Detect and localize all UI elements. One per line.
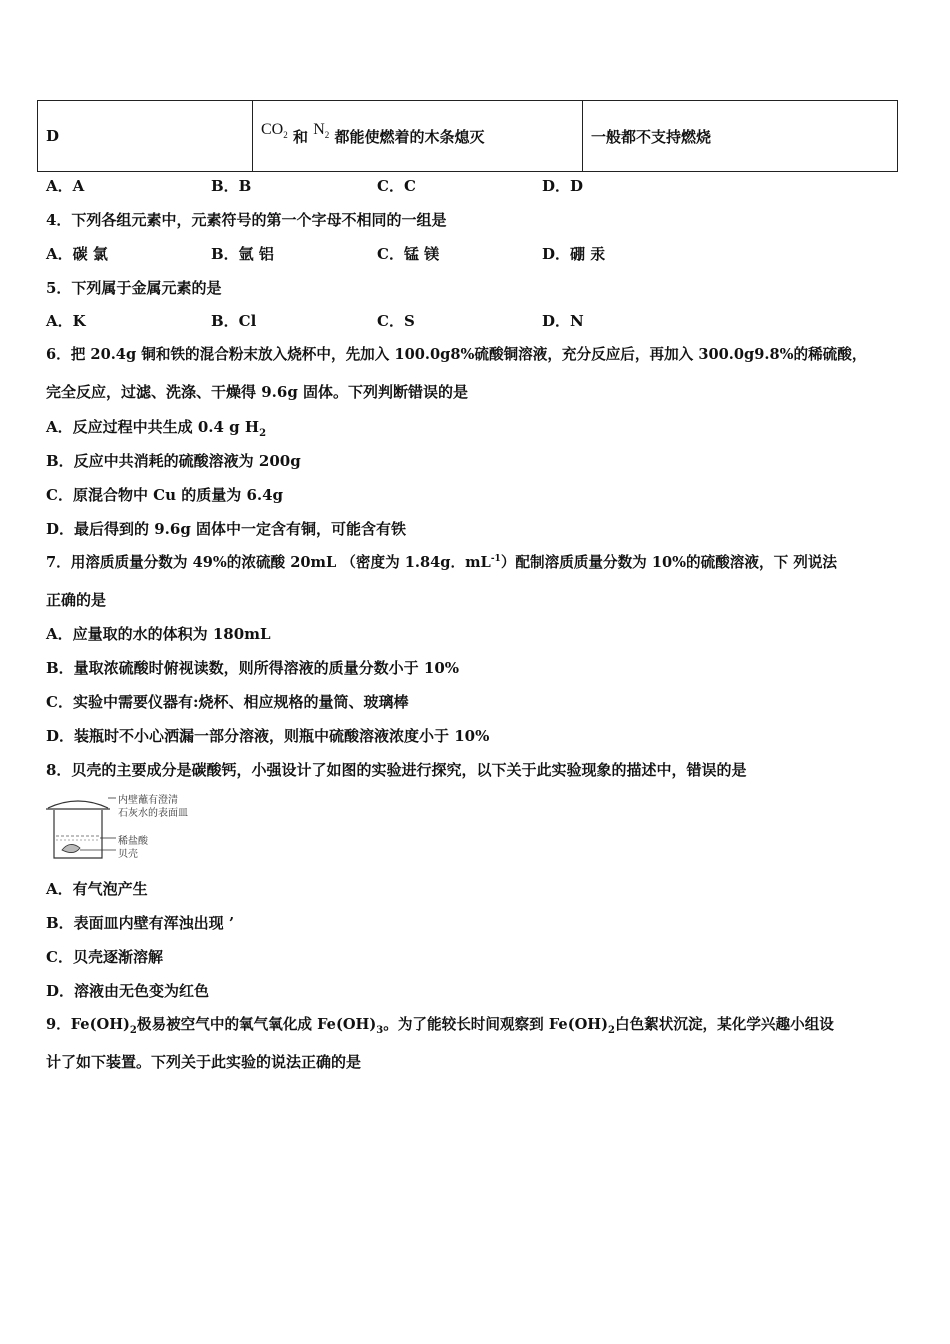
beaker-diagram — [44, 790, 204, 864]
q4-option-b: B．氩 铝 — [211, 245, 274, 263]
q5-option-c: C．S — [377, 312, 415, 330]
q9-stem-line1: 9．$Fe(OH)_2$极易被空气中的氧气氧化成 $Fe(OH)_3$。为了能较长时间观察到 $Fe(OH)_2$白色絮状沉淀，某化学兴趣小组设 — [46, 1016, 834, 1036]
q7-option-d: D．装瓶时不小心洒漏一部分溶液，则瓶中硫酸溶液浓度小于 10% — [46, 727, 490, 745]
q7-option-a: A．应量取的水的体积为 180mL — [46, 625, 271, 643]
q7-option-c: C．实验中需要仪器有:烧杯、相应规格的量筒、玻璃棒 — [46, 693, 409, 711]
n2-formula: $N_2$ — [313, 120, 330, 140]
figure-label-acid: 稀盐酸 — [118, 836, 148, 847]
q5-stem: 5．下列属于金属元素的是 — [46, 279, 222, 297]
q6-option-a: A．反应过程中共生成 0.4 g $H_2$ — [46, 418, 267, 439]
co2-formula: $CO_2$ — [261, 120, 288, 140]
figure-label-dish-1: 内壁蘸有澄清 — [118, 795, 178, 806]
q4-stem: 4．下列各组元素中，元素符号的第一个字母不相同的一组是 — [46, 211, 447, 229]
q3-option-a: A．A — [46, 177, 85, 195]
q8-option-c: C．贝壳逐渐溶解 — [46, 948, 163, 966]
q5-option-b: B．Cl — [211, 312, 257, 330]
table-cell-option: D — [38, 101, 253, 172]
q4-option-d: D．硼 汞 — [542, 245, 606, 263]
q5-option-a: A．K — [46, 312, 86, 330]
table-cell-conclusion: 一般都不支持燃烧 — [583, 101, 898, 172]
q3-option-b: B．B — [211, 177, 252, 195]
q5-option-d: D．N — [542, 312, 584, 330]
q6-stem-line1: 6．把 20.4g 铜和铁的混合粉末放入烧杯中，先加入 100.0g8%硫酸铜溶液，充分反应后，再加入 300.0g9.8%的稀硫酸， — [46, 346, 867, 363]
figure-label-shell: 贝壳 — [118, 849, 138, 860]
q6-option-d: D．最后得到的 9.6g 固体中一定含有铜，可能含有铁 — [46, 520, 407, 538]
q7-stem-line1: 7．用溶质质量分数为 49%的浓硫酸 20mL （密度为 1.84g．$mL^{-1}$）配制溶质质量分数为 10%的硫酸溶液，下 列说法 — [46, 554, 838, 571]
q3-option-d: D．D — [542, 177, 584, 195]
table-row — [38, 101, 898, 172]
q6-option-c: C．原混合物中 Cu 的质量为 6.4g — [46, 486, 284, 504]
q6-option-b: B．反应中共消耗的硫酸溶液为 200g — [46, 452, 301, 470]
figure-label-dish-2: 石灰水的表面皿 — [118, 808, 188, 819]
q9-stem-line2: 计了如下装置。下列关于此实验的说法正确的是 — [46, 1053, 362, 1071]
q8-stem: 8．贝壳的主要成分是碳酸钙，小强设计了如图的实验进行探究，以下关于此实验现象的描述中，错误的是 — [46, 761, 747, 779]
answer-table — [37, 100, 898, 172]
q7-stem-line2: 正确的是 — [46, 591, 107, 609]
q6-stem-line2: 完全反应，过滤、洗涤、干燥得 9.6g 固体。下列判断错误的是 — [46, 383, 469, 401]
q8-option-a: A．有气泡产生 — [46, 880, 148, 898]
q4-option-a: A．碳 氯 — [46, 245, 108, 263]
q8-option-b: B．表面皿内壁有浑浊出现 ’ — [46, 914, 235, 932]
table-cell-description: $CO_2$ 和 $N_2$ 都能使燃着的木条熄灭 — [253, 101, 583, 172]
q7-option-b: B．量取浓硫酸时俯视读数，则所得溶液的质量分数小于 10% — [46, 659, 460, 677]
q4-option-c: C．锰 镁 — [377, 245, 440, 263]
q3-option-c: C．C — [377, 177, 416, 195]
q8-option-d: D．溶液由无色变为红色 — [46, 982, 210, 1000]
